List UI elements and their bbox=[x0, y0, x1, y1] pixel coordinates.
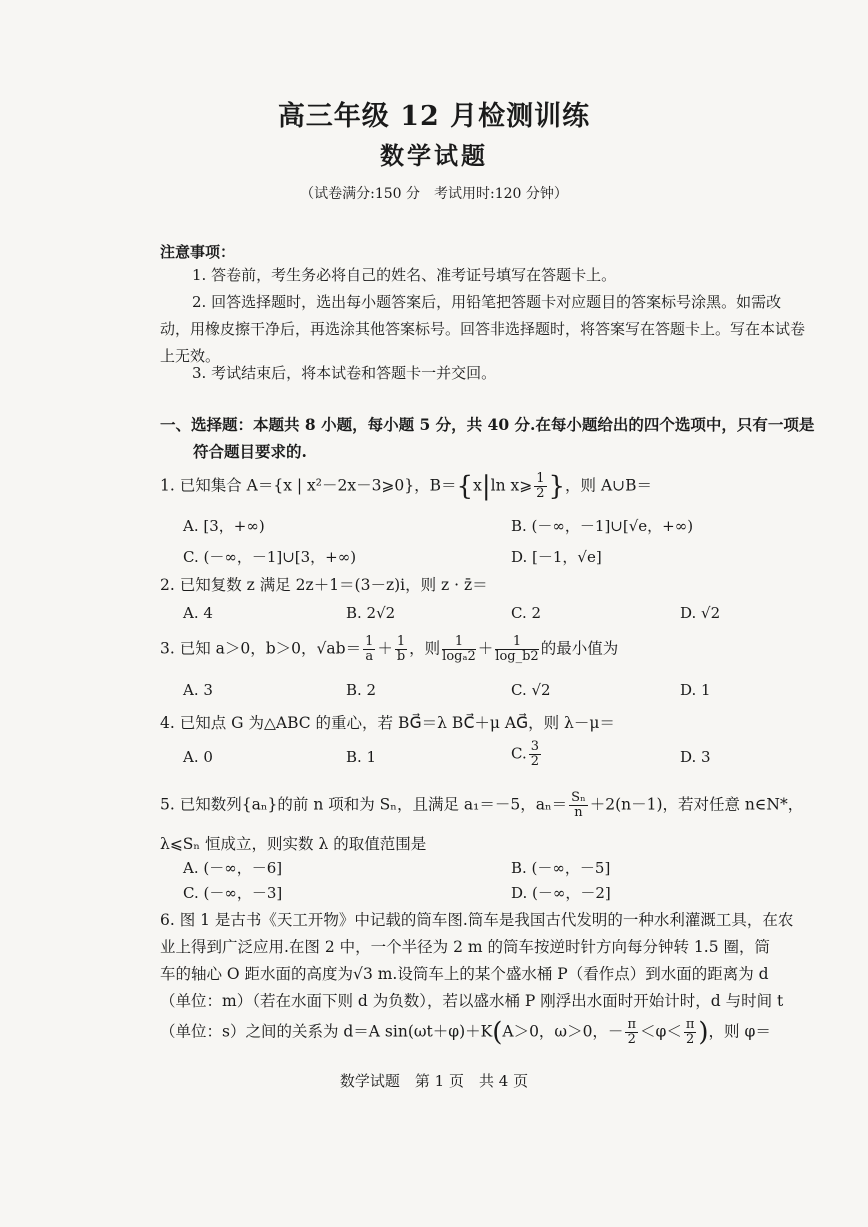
notice-item-3: 3. 考试结束后，将本试卷和答题卡一并交回。 bbox=[192, 364, 497, 382]
q1-option-c: C. (－∞，－1]∪[3，+∞) bbox=[183, 548, 357, 566]
q4-option-c: C. $\frac{3}{2}$ bbox=[511, 739, 539, 769]
q5-option-d: D. (－∞，－2] bbox=[511, 884, 611, 902]
q3-option-c: C. √2 bbox=[511, 681, 551, 699]
question-6-line-1: 6. 图 1 是古书《天工开物》中记载的筒车图.筒车是我国古代发明的一种水利灌溉工具，在农 bbox=[160, 911, 794, 929]
q4-option-d: D. 3 bbox=[680, 748, 711, 766]
q2-option-a: A. 4 bbox=[183, 604, 213, 622]
question-3: 3. 已知 a＞0，b＞0，√ab＝ $\frac{1}{a}$ ＋ $\frac{1}{b}$ ，则 $\frac{1}{\text{logₐ2}}$ ＋ $\frac{1}{\log\_b2}$ 的最小值为 bbox=[160, 634, 619, 664]
q5-option-c: C. (－∞，－3] bbox=[183, 884, 283, 902]
q4-option-a: A. 0 bbox=[183, 748, 213, 766]
section-heading-cont: 符合题目要求的. bbox=[193, 442, 307, 461]
question-6-line-3: 车的轴心 O 距水面的高度为√3 m.设筒车上的某个盛水桶 P（看作点）到水面的距离为 d bbox=[160, 965, 769, 983]
q3-option-b: B. 2 bbox=[346, 681, 377, 699]
q5-option-b: B. (－∞，－5] bbox=[511, 859, 611, 877]
q2-option-b: B. 2√2 bbox=[346, 604, 396, 622]
exam-meta: （试卷满分:150 分 考试用时:120 分钟） bbox=[300, 186, 568, 202]
question-6-line-4: （单位：m）（若在水面下则 d 为负数），若以盛水桶 P 刚浮出水面时开始计时，d 与时间 t bbox=[160, 992, 784, 1010]
q2-option-d: D. √2 bbox=[680, 604, 721, 622]
question-4: 4. 已知点 G 为△ABC 的重心，若 BG⃗＝λ BC⃗＋μ AG⃗，则 λ－μ＝ bbox=[160, 714, 615, 732]
question-2: 2. 已知复数 z 满足 2z＋1＝(3－z)i，则 z · z̄＝ bbox=[160, 576, 488, 594]
exam-title: 高三年级 12 月检测训练 bbox=[277, 101, 591, 132]
section-heading: 一、选择题：本题共 8 小题，每小题 5 分，共 40 分.在每小题给出的四个选项中，只有一项是 bbox=[160, 415, 815, 434]
notice-heading: 注意事项： bbox=[160, 243, 236, 261]
page-footer: 数学试题 第 1 页 共 4 页 bbox=[339, 1072, 529, 1090]
notice-item-1: 1. 答卷前，考生务必将自己的姓名、准考证号填写在答题卡上。 bbox=[192, 266, 617, 284]
q4-option-b: B. 1 bbox=[346, 748, 377, 766]
notice-item-2: 2. 回答选择题时，选出每小题答案后，用铅笔把答题卡对应题目的答案标号涂黑。如需改动，用橡皮擦干净后，再选涂其他答案标号。回答非选择题时，将答案写在答题卡上。写在本试卷上无效。 bbox=[160, 293, 806, 365]
q1-option-b: B. (－∞，－1]∪[√e，+∞) bbox=[511, 517, 694, 535]
question-5: 5. 已知数列{aₙ}的前 n 项和为 Sₙ，且满足 a₁＝－5，aₙ＝ $\frac{\text{Sₙ}}{n}$ ＋2(n－1)，若对任意 n∈N*， bbox=[160, 790, 804, 820]
q5-option-a: A. (－∞，－6] bbox=[183, 859, 283, 877]
question-6-line-2: 业上得到广泛应用.在图 2 中，一个半径为 2 m 的筒车按逆时针方向每分钟转 1.5 圈，筒 bbox=[160, 938, 770, 956]
q1-option-a: A. [3，+∞) bbox=[183, 517, 265, 535]
q3-option-a: A. 3 bbox=[183, 681, 213, 699]
q2-option-c: C. 2 bbox=[511, 604, 542, 622]
question-1: 1. 已知集合 A＝{x | x²－2x－3⩾0}，B＝{x|ln x⩾ $\frac{1}{2}$ }，则 A∪B＝ bbox=[160, 471, 653, 502]
q3-option-d: D. 1 bbox=[680, 681, 711, 699]
question-6-line-5: （单位：s）之间的关系为 d＝A sin(ωt＋φ)＋K(A＞0，ω＞0，－ $\frac{\pi}{2}$ ＜φ＜ $\frac{\pi}{2}$ )，则 φ＝ bbox=[160, 1017, 771, 1048]
question-5-line-2: λ⩽Sₙ 恒成立，则实数 λ 的取值范围是 bbox=[160, 835, 427, 853]
exam-subject: 数学试题 bbox=[380, 141, 488, 170]
q1-option-d: D. [－1，√e] bbox=[511, 548, 602, 566]
